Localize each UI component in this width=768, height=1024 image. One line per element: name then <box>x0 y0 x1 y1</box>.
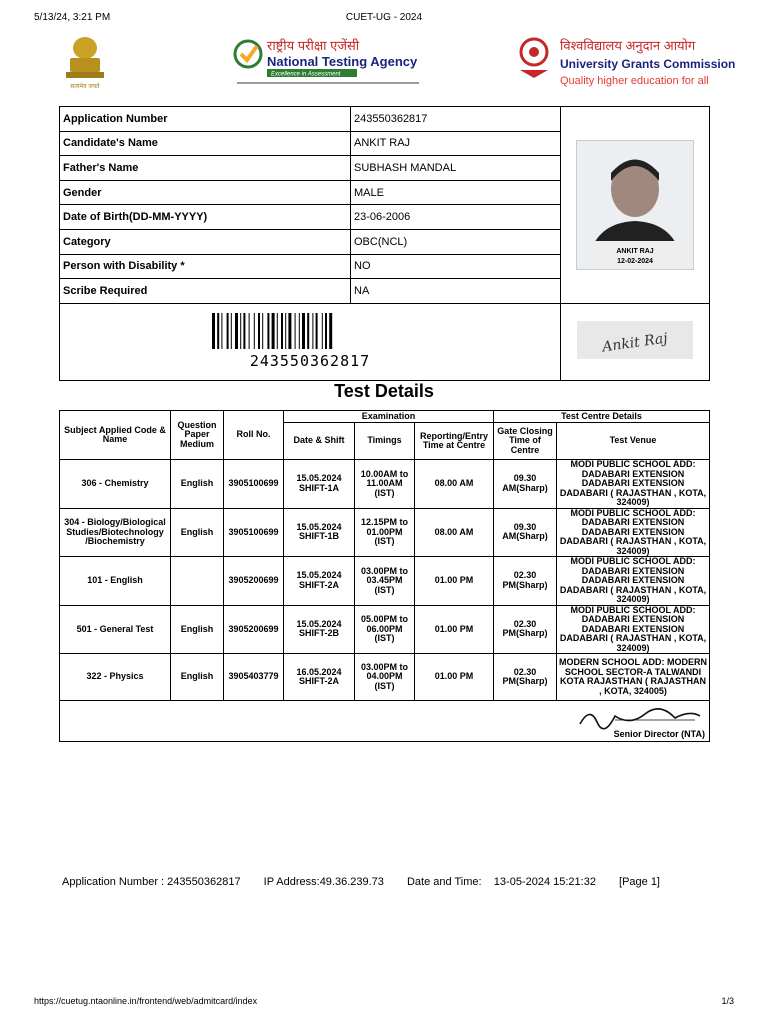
table-row <box>60 508 710 557</box>
cell-venue: MODI PUBLIC SCHOOL ADD: DADABARI EXTENSION DADABARI EXTENSION DADABARI ( RAJASTHAN , KOTA, 324009) <box>557 557 710 606</box>
table-row <box>60 107 710 132</box>
barcode-bar <box>258 313 260 349</box>
test-details-title: Test Details <box>334 381 434 401</box>
photo-date: 12-02-2024 <box>617 257 653 265</box>
cell-date: 15.05.2024 SHIFT-1A <box>284 460 355 509</box>
footer-ip: IP Address:49.36.239.73 <box>263 876 384 888</box>
cell-subject: 101 - English <box>60 557 171 606</box>
barcode-row <box>60 303 710 380</box>
col-centre: Test Centre Details <box>494 411 710 423</box>
nta-tagline: Excellence in Assessment <box>271 71 341 78</box>
col-subject: Subject Applied Code & Name <box>60 411 171 460</box>
barcode-bar <box>325 313 327 349</box>
cell-medium: English <box>171 654 224 701</box>
col-venue: Test Venue <box>557 423 710 460</box>
col-timings: Timings <box>355 423 415 460</box>
col-examination: Examination <box>284 411 494 423</box>
signatory-title: Senior Director (NTA) <box>613 728 705 739</box>
col-gate: Gate Closing Time of Centre <box>494 423 557 460</box>
row-value: MALE <box>351 180 561 205</box>
cell-gate: 09.30 AM(Sharp) <box>494 508 557 557</box>
footer-datetime: Date and Time: 13-05-2024 15:21:32 <box>406 876 596 888</box>
cell-roll: 3905200699 <box>224 605 284 654</box>
row-label: Category <box>60 229 351 254</box>
cell-timings: 12.15PM to 01.00PM (IST) <box>355 508 415 557</box>
row-label: Application Number <box>60 107 351 132</box>
cell-timings: 03.00PM to 04.00PM (IST) <box>355 654 415 701</box>
barcode-bar <box>302 313 305 349</box>
barcode-bar <box>212 313 215 349</box>
ugc-hindi: विश्वविद्यालय अनुदान आयोग <box>560 38 696 53</box>
test-details-table <box>59 410 710 742</box>
barcode-bar <box>281 313 283 349</box>
cell-reporting: 08.00 AM <box>415 460 494 509</box>
row-value: NO <box>351 254 561 279</box>
cell-gate: 09.30 AM(Sharp) <box>494 460 557 509</box>
cell-medium: English <box>171 460 224 509</box>
table-row <box>60 654 710 701</box>
cell-timings: 05.00PM to 06.00PM (IST) <box>355 605 415 654</box>
footer-application: Application Number : 243550362817 <box>62 876 241 888</box>
barcode <box>210 313 410 349</box>
barcode-bar <box>312 313 313 349</box>
row-label: Father's Name <box>60 156 351 181</box>
candidate-signature <box>575 319 695 361</box>
row-value: 243550362817 <box>351 107 561 132</box>
row-value: ANKIT RAJ <box>351 131 561 156</box>
barcode-bar <box>316 313 318 349</box>
photo-cell <box>561 107 710 304</box>
barcode-bar <box>272 313 275 349</box>
cell-reporting: 08.00 AM <box>415 508 494 557</box>
cell-date: 15.05.2024 SHIFT-1B <box>284 508 355 557</box>
col-roll: Roll No. <box>224 411 284 460</box>
barcode-bar <box>240 313 241 349</box>
page-url[interactable]: https://cuetug.ntaonline.in/frontend/web/admitcard/index <box>34 996 258 1006</box>
col-medium: Question Paper Medium <box>171 411 224 460</box>
barcode-bar <box>295 313 296 349</box>
cell-date: 16.05.2024 SHIFT-2A <box>284 654 355 701</box>
cell-venue: MODI PUBLIC SCHOOL ADD: DADABARI EXTENSION DADABARI EXTENSION DADABARI ( RAJASTHAN , KOTA, 324009) <box>557 605 710 654</box>
barcode-bar <box>329 313 332 349</box>
col-reporting: Reporting/Entry Time at Centre <box>415 423 494 460</box>
barcode-cell <box>60 303 561 380</box>
cell-subject: 304 - Biology/Biological Studies/Biotechnology /Biochemistry <box>60 508 171 557</box>
barcode-number: 243550362817 <box>249 352 371 371</box>
cell-timings: 03.00PM to 03.45PM (IST) <box>355 557 415 606</box>
barcode-bar <box>221 313 222 349</box>
barcode-bar <box>249 313 250 349</box>
row-label: Gender <box>60 180 351 205</box>
cell-medium: English <box>171 605 224 654</box>
signatory-cell <box>60 701 710 742</box>
barcode-bar <box>217 313 219 349</box>
ugc-logo <box>514 36 736 91</box>
barcode-bar <box>307 313 309 349</box>
row-value: 23-06-2006 <box>351 205 561 230</box>
row-label: Candidate's Name <box>60 131 351 156</box>
table-row <box>60 605 710 654</box>
barcode-bar <box>322 313 323 349</box>
barcode-bar <box>243 313 245 349</box>
cell-gate: 02.30 PM(Sharp) <box>494 605 557 654</box>
header-row <box>60 411 710 423</box>
print-datetime: 5/13/24, 3:21 PM <box>34 12 111 23</box>
cell-roll: 3905100699 <box>224 460 284 509</box>
cell-date: 15.05.2024 SHIFT-2A <box>284 557 355 606</box>
barcode-bar <box>285 313 286 349</box>
cell-medium: English <box>171 508 224 557</box>
page-count: 1/3 <box>721 996 734 1006</box>
row-value: SUBHASH MANDAL <box>351 156 561 181</box>
nta-english: National Testing Agency <box>267 54 418 69</box>
table-row <box>60 460 710 509</box>
candidate-photo <box>576 140 694 270</box>
barcode-bar <box>299 313 300 349</box>
cell-medium <box>171 557 224 606</box>
candidate-signature-text: Ankit Raj <box>601 330 669 356</box>
row-label: Person with Disability * <box>60 254 351 279</box>
cell-subject: 322 - Physics <box>60 654 171 701</box>
cell-reporting: 01.00 PM <box>415 557 494 606</box>
signatory-row <box>60 701 710 742</box>
nta-logo <box>233 36 433 91</box>
director-signature <box>575 704 705 730</box>
row-value: OBC(NCL) <box>351 229 561 254</box>
signature-cell <box>561 303 710 380</box>
barcode-bar <box>254 313 255 349</box>
barcode-bar <box>235 313 238 349</box>
table-row <box>60 557 710 606</box>
cell-venue: MODI PUBLIC SCHOOL ADD: DADABARI EXTENSION DADABARI EXTENSION DADABARI ( RAJASTHAN , KOTA, 324009) <box>557 460 710 509</box>
col-date: Date & Shift <box>284 423 355 460</box>
barcode-bar <box>227 313 229 349</box>
row-label: Scribe Required <box>60 279 351 304</box>
cell-roll: 3905100699 <box>224 508 284 557</box>
cell-gate: 02.30 PM(Sharp) <box>494 654 557 701</box>
footer-page: [Page 1] <box>619 876 660 888</box>
cell-venue: MODI PUBLIC SCHOOL ADD: DADABARI EXTENSION DADABARI EXTENSION DADABARI ( RAJASTHAN , KOTA, 324009) <box>557 508 710 557</box>
barcode-bar <box>277 313 278 349</box>
national-emblem-logo <box>60 34 110 90</box>
photo-name: ANKIT RAJ <box>616 247 654 255</box>
candidate-info-table <box>59 106 710 381</box>
cell-date: 15.05.2024 SHIFT-2B <box>284 605 355 654</box>
barcode-bar <box>288 313 291 349</box>
cell-venue: MODERN SCHOOL ADD: MODERN SCHOOL SECTOR-A TALWANDI KOTA RAJASTHAN ( RAJASTHAN , KOTA, 324005) <box>557 654 710 701</box>
cell-gate: 02.30 PM(Sharp) <box>494 557 557 606</box>
cell-timings: 10.00AM to 11.00AM (IST) <box>355 460 415 509</box>
page-footer <box>62 876 680 888</box>
row-label: Date of Birth(DD-MM-YYYY) <box>60 205 351 230</box>
emblem-text: सत्यमेव जयते <box>70 84 100 90</box>
cell-roll: 3905403779 <box>224 654 284 701</box>
cell-reporting: 01.00 PM <box>415 654 494 701</box>
cell-subject: 501 - General Test <box>60 605 171 654</box>
cell-roll: 3905200699 <box>224 557 284 606</box>
barcode-bar <box>262 313 263 349</box>
barcode-bar <box>267 313 269 349</box>
ugc-english: University Grants Commission <box>560 57 736 71</box>
nta-hindi: राष्ट्रीय परीक्षा एजेंसी <box>267 38 360 53</box>
ugc-tagline: Quality higher education for all <box>560 75 709 87</box>
row-value: NA <box>351 279 561 304</box>
print-title: CUET-UG - 2024 <box>345 12 423 23</box>
cell-reporting: 01.00 PM <box>415 605 494 654</box>
barcode-bar <box>231 313 232 349</box>
cell-subject: 306 - Chemistry <box>60 460 171 509</box>
